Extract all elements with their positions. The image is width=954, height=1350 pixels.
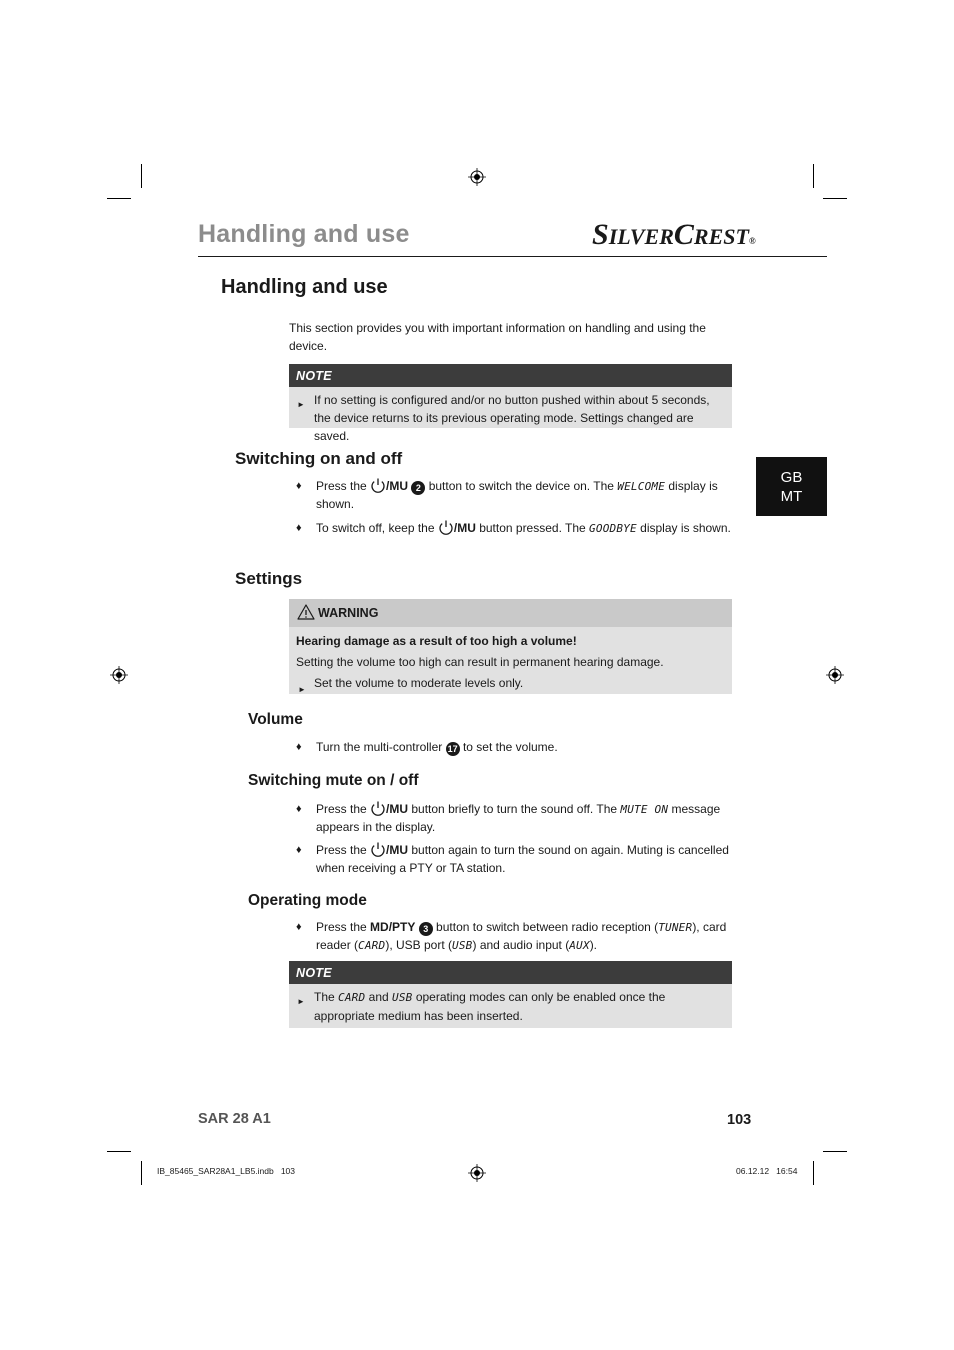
registration-mark-icon [468, 1164, 486, 1182]
warning-box [289, 627, 732, 694]
model-number: SAR 28 A1 [198, 1111, 271, 1127]
page-number: 103 [727, 1112, 752, 1128]
crop-mark [823, 198, 847, 199]
header-rule [198, 256, 827, 257]
power-icon [370, 478, 386, 493]
warning-text: Setting the volume too high can result in permanent hearing damage. [296, 655, 664, 669]
intro-text: This section provides you with important information on handling and using the device. [289, 321, 706, 353]
crop-mark [823, 1151, 847, 1152]
list-item: ♦ Press the MD/PTY 3 button to switch between radio reception (TUNER), card reader (CARD), USB port (USB) and audio input (AUX). [296, 920, 727, 952]
diamond-icon: ♦ [296, 921, 302, 933]
note-label: NOTE [289, 364, 732, 387]
note-label: NOTE [289, 961, 732, 984]
list-item: ♦ To switch off, keep the /MU button pressed. The GOODBYE display is shown. [296, 520, 732, 538]
arrow-icon: ► [298, 685, 306, 694]
registration-mark-icon [468, 168, 486, 186]
crop-mark [813, 1161, 814, 1185]
warning-title: Hearing damage as a result of too high a volume! [296, 634, 577, 648]
note-text: If no setting is configured and/or no button pushed within about 5 seconds, the device returns to its previous operating mode. Settings changed are saved. [314, 393, 710, 443]
note-box: ► The CARD and USB operating modes can only be enabled once the appropriate medium has been inserted. [289, 984, 732, 1028]
language-tab: GB MT [756, 457, 827, 516]
heading-settings: Settings [235, 569, 303, 588]
crop-mark [107, 198, 131, 199]
diamond-icon: ♦ [296, 741, 302, 753]
list-item: ♦ Press the /MU button briefly to turn the sound off. The MUTE ON message appears in the display. [296, 802, 721, 834]
registration-mark-icon [826, 666, 844, 684]
callout-number: 17 [447, 744, 458, 754]
heading-volume: Volume [248, 711, 303, 728]
heading-switching: Switching on and off [235, 449, 403, 468]
callout-number: 2 [411, 481, 425, 495]
heading-mute: Switching mute on / off [248, 772, 419, 789]
diamond-icon: ♦ [296, 844, 302, 856]
arrow-icon: ► [297, 400, 305, 409]
brand-logo: SILVERCREST® [592, 218, 756, 251]
power-icon [370, 842, 386, 857]
warning-triangle-icon [297, 604, 315, 620]
callout-number: 3 [419, 922, 433, 936]
list-item: ♦ Press the /MU button again to turn the sound on again. Muting is cancelled when receiving a PTY or TA station. [296, 843, 729, 875]
crop-mark [813, 164, 814, 188]
power-icon [438, 520, 454, 535]
diamond-icon: ♦ [296, 803, 302, 815]
list-item: ♦ Turn the multi-controller 17 to set the volume. [296, 739, 732, 757]
arrow-icon: ► [297, 997, 305, 1006]
print-slug-date: 06.12.12 16:54 [736, 1166, 798, 1176]
warning-action: ► Set the volume to moderate levels only. [296, 673, 724, 694]
note-box [289, 387, 732, 443]
diamond-icon: ♦ [296, 522, 302, 534]
print-slug-file: IB_85465_SAR28A1_LB5.indb 103 [157, 1166, 296, 1176]
crop-mark [141, 1161, 142, 1185]
list-item: ♦ Press the /MU 2 button to switch the device on. The WELCOME display is shown. [296, 479, 718, 511]
section-title: Handling and use [221, 276, 388, 298]
running-head: Handling and use [198, 220, 410, 248]
warning-header [289, 599, 732, 627]
warning-label: WARNING [318, 606, 379, 620]
crop-mark [107, 1151, 131, 1152]
crop-mark [141, 164, 142, 188]
diamond-icon: ♦ [296, 480, 302, 492]
power-icon [370, 801, 386, 816]
heading-operating-mode: Operating mode [248, 892, 367, 909]
registration-mark-icon [110, 666, 128, 684]
